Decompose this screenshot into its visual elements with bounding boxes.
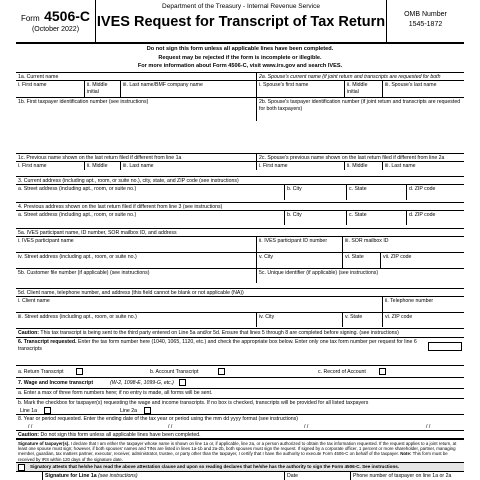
label-1c: 1c. Previous name shown on the last return filed if different from line 1a <box>18 155 182 161</box>
caution2-text: Do not sign this form unless all applicable lines have been completed. <box>40 432 201 438</box>
participant-id-field[interactable]: ii. IVES participant ID number <box>256 237 342 252</box>
row-7a <box>16 388 464 398</box>
label-2a: 2a. Spouse's current name (if joint return and transcripts are requested for both <box>256 73 464 80</box>
row-4-address <box>16 210 464 225</box>
form-4506c <box>16 0 464 480</box>
current-state-field[interactable]: c. State <box>346 185 406 200</box>
spouse-prev-middle-field[interactable]: ii. Middle <box>344 162 382 170</box>
participant-street-field[interactable]: iv. Street address (including apt., room, or suite no.) <box>18 254 137 260</box>
signature-label: Signature of taxpayer(s). <box>18 441 70 446</box>
row-previous-names <box>16 161 464 170</box>
spouse-last-name-field[interactable]: iii. Spouse's last name <box>382 81 464 97</box>
first-name-field[interactable]: i. First name <box>18 82 47 88</box>
line-2a-label: Line 2a <box>120 408 138 414</box>
line-1a-label: Line 1a <box>20 408 38 414</box>
signature-row <box>16 471 464 480</box>
client-telephone-field[interactable]: ii. Telephone number <box>382 297 464 312</box>
prev-middle-initial-field[interactable]: ii. Middle <box>84 162 120 170</box>
row-7b <box>16 398 464 414</box>
participant-zip-field[interactable]: vii. ZIP code <box>380 253 464 268</box>
form-date: (October 2022) <box>31 26 80 33</box>
row-5a-address <box>16 252 464 268</box>
row-5b-5c <box>16 268 464 283</box>
previous-city-field[interactable]: b. City <box>284 211 346 225</box>
page-title: IVES Request for Transcript of Tax Return <box>96 14 386 30</box>
row-6 <box>16 337 464 365</box>
signature-declaration <box>16 438 464 462</box>
label-8: 8. Year or period requested. Enter the ending date of the tax year or period using the mm dd yyyy format (see instructions) <box>18 416 298 422</box>
spouse-first-name-field[interactable]: i. Spouse's first name <box>256 81 344 97</box>
return-transcript-label: a. Return Transcript <box>18 369 64 375</box>
label-6: 6. Transcript requested. <box>18 339 77 345</box>
middle-initial-field[interactable]: ii. Middle initial <box>84 81 120 97</box>
instructions-notes <box>16 45 464 71</box>
client-zip-field[interactable]: vi. ZIP code <box>382 313 464 327</box>
year-field-3[interactable]: / / <box>304 424 309 430</box>
row-5a-label <box>16 228 464 236</box>
signature-text: I declare that I am either the taxpayer whose name is shown on line 1a or, if applicable, line 2a, or a person authorized to obtain the tax information requested. If the request applies to a joint return, at least one spouse must sign; however, if both spouses' names and TINs are listed in lines 1a-1b and 2a-2b, both spouses must sign the request. If signed by a corporate officer, 1 percent or more shareholder, partner, managing member, guardian, tax matters partner, executor, receiver, administrator, trustee, or party other than the taxpayer, I certify that I have the authority to execute Form 4506-C on behalf of the taxpayer. <box>18 441 457 457</box>
record-of-account-label: c. Record of Account <box>318 369 366 375</box>
line-2a-checkbox[interactable] <box>144 407 151 414</box>
row-3-address <box>16 184 464 200</box>
wage-income-checkbox[interactable] <box>179 379 186 386</box>
signature-date-field[interactable]: Date <box>284 472 350 480</box>
label-1a: 1a. Current name <box>18 74 59 80</box>
spouse-prev-first-name-field[interactable]: i. First name <box>256 162 344 170</box>
last-name-field[interactable]: iii. Last name/BMF company name <box>120 81 256 97</box>
taxpayer-phone-field[interactable]: Phone number of taxpayer on line 1a or 2a <box>350 472 464 480</box>
return-transcript-checkbox[interactable] <box>76 368 83 375</box>
unique-identifier-field[interactable]: 5c. Unique identifier (if applicable) (see instructions) <box>256 269 464 283</box>
caution-third-party <box>16 328 464 336</box>
row-5d-client <box>16 296 464 312</box>
label-3: 3. Current address (including apt., room, or suite no.), city, state, and ZIP code (see instructions) <box>18 178 239 184</box>
tax-form-number-field[interactable] <box>428 342 462 351</box>
attestation-text: Signatory attests that he/she has read the above attestation clause and upon so reading declares that he/she has the authority to sign the Form 4506-C. See instructions. <box>30 464 400 469</box>
row-1b-2b <box>16 97 464 121</box>
form-title-block <box>96 0 386 44</box>
row-6-options <box>16 365 464 377</box>
previous-state-field[interactable]: c. State <box>346 211 406 225</box>
spouse-prev-last-field[interactable]: iii. Last name <box>382 162 464 170</box>
label-7b: b. Mark the checkbox for taxpayer(s) requesting the wage and income transcripts. If no box is checked, transcripts will be provided for all listed taxpayers <box>18 400 369 406</box>
client-name-field[interactable]: i. Client name <box>18 298 50 304</box>
form-number: 4506-C <box>44 8 91 24</box>
customer-file-number-field[interactable]: 5b. Customer file number (if applicable) (see instructions) <box>18 270 150 276</box>
participant-name-field[interactable]: i. IVES participant name <box>18 238 74 244</box>
label-7-forms: (W-2, 1098-E, 1099-G, etc.) <box>110 380 174 386</box>
tin-field[interactable]: 1b. First taxpayer identification number (see instructions) <box>18 99 149 105</box>
previous-zip-field[interactable]: d. ZIP code <box>406 211 464 225</box>
row-1c-2c <box>16 153 464 161</box>
prev-last-name-field[interactable]: iii. Last name <box>120 162 256 170</box>
row-1a-2a <box>16 72 464 80</box>
label-5d: 5d. Client name, telephone number, and address (this field cannot be blank or not applicable (NA)) <box>18 290 244 296</box>
current-city-field[interactable]: b. City <box>284 185 346 200</box>
label-7: 7. Wage and Income transcript <box>18 380 94 386</box>
line-1a-checkbox[interactable] <box>44 407 51 414</box>
row-5a-ids <box>16 236 464 252</box>
account-transcript-checkbox[interactable] <box>218 368 225 375</box>
record-of-account-checkbox[interactable] <box>379 368 386 375</box>
row-8 <box>16 414 464 430</box>
client-street-field[interactable]: iii. Street address (including apt., room, or suite no.) <box>18 314 137 320</box>
signature-line-1a-label: Signature for Line 1a <box>45 473 97 479</box>
department: Department of the Treasury - Internal Revenue Service <box>162 3 320 10</box>
omb-label: OMB Number <box>404 11 447 18</box>
note-3: For more information about Form 4506-C, visit www.irs.gov and search IVES. <box>137 63 343 69</box>
wage-income-forms-field[interactable]: a. Enter a max of three form numbers here; if no entry is made, all forms will be sent. <box>18 390 213 396</box>
caution-signature <box>16 430 464 438</box>
caution-label: Caution: <box>18 330 40 336</box>
form-label: Form <box>20 14 40 23</box>
participant-state-field[interactable]: vi. State <box>342 253 380 268</box>
signature-note-text: This form must be received by IRS within 120 days of the signature date. <box>18 451 448 462</box>
row-4-label <box>16 202 464 210</box>
note-1: Do not sign this form unless all applicable lines have been completed. <box>146 46 334 52</box>
row-5d-label <box>16 288 464 296</box>
client-state-field[interactable]: v. State <box>342 313 382 327</box>
form-header <box>16 0 464 44</box>
previous-street-field[interactable]: a. Street address (including apt., room, or suite no.) <box>18 212 137 218</box>
year-field-2[interactable]: / / <box>168 424 173 430</box>
year-field-4[interactable]: / / <box>426 424 431 430</box>
spouse-middle-initial-field[interactable]: ii. Middle initial <box>344 81 382 97</box>
label-4: 4. Previous address shown on the last return filed if different from line 3 (see instructions) <box>18 204 223 210</box>
year-field-1[interactable]: / / <box>28 424 33 430</box>
current-street-field[interactable]: a. Street address (including apt., room, or suite no.) <box>18 186 137 192</box>
note-2: Request may be rejected if the form is incomplete or illegible. <box>158 54 322 61</box>
row-5d-address <box>16 312 464 327</box>
form-id-block <box>16 0 96 44</box>
attestation-checkbox[interactable] <box>18 464 25 471</box>
label-2c: 2c. Spouse's previous name shown on the last return filed if different from line 2a <box>256 154 464 161</box>
label-5a: 5a. IVES participant name, ID number, SOR mailbox ID, and address <box>18 230 177 236</box>
omb-block <box>386 0 464 44</box>
omb-number: 1545-1872 <box>408 21 443 28</box>
client-city-field[interactable]: iv. City <box>256 313 342 327</box>
signature-note-label: Note: <box>400 451 412 457</box>
text-6: Enter the tax form number here (1040, 1065, 1120, etc.) and check the appropriate box below. Enter only one tax form number per request for line 6 transcripts <box>18 339 417 352</box>
row-names <box>16 80 464 97</box>
signature-line-1a-suffix: (see instructions) <box>98 473 138 479</box>
account-transcript-label: b. Account Transcript <box>150 369 199 375</box>
row-3-label <box>16 176 464 184</box>
caution-text: This tax transcript is being sent to the third party entered on Line 5a and/or 5d. Ensure that lines 5 through 8 are completed before signing. (see instructions) <box>40 330 399 336</box>
participant-city-field[interactable]: v. City <box>256 253 342 268</box>
prev-first-name-field[interactable]: i. First name <box>18 163 47 169</box>
attestation-row <box>16 462 464 471</box>
spouse-tin-field[interactable]: 2b. Spouse's taxpayer identification number (if joint return and transcripts are requested for both taxpayers) <box>256 98 464 121</box>
current-zip-field[interactable]: d. ZIP code <box>406 185 464 200</box>
row-7 <box>16 377 464 388</box>
caution2-label: Caution: <box>18 432 40 438</box>
sor-mailbox-field[interactable]: iii. SOR mailbox ID <box>342 237 464 252</box>
